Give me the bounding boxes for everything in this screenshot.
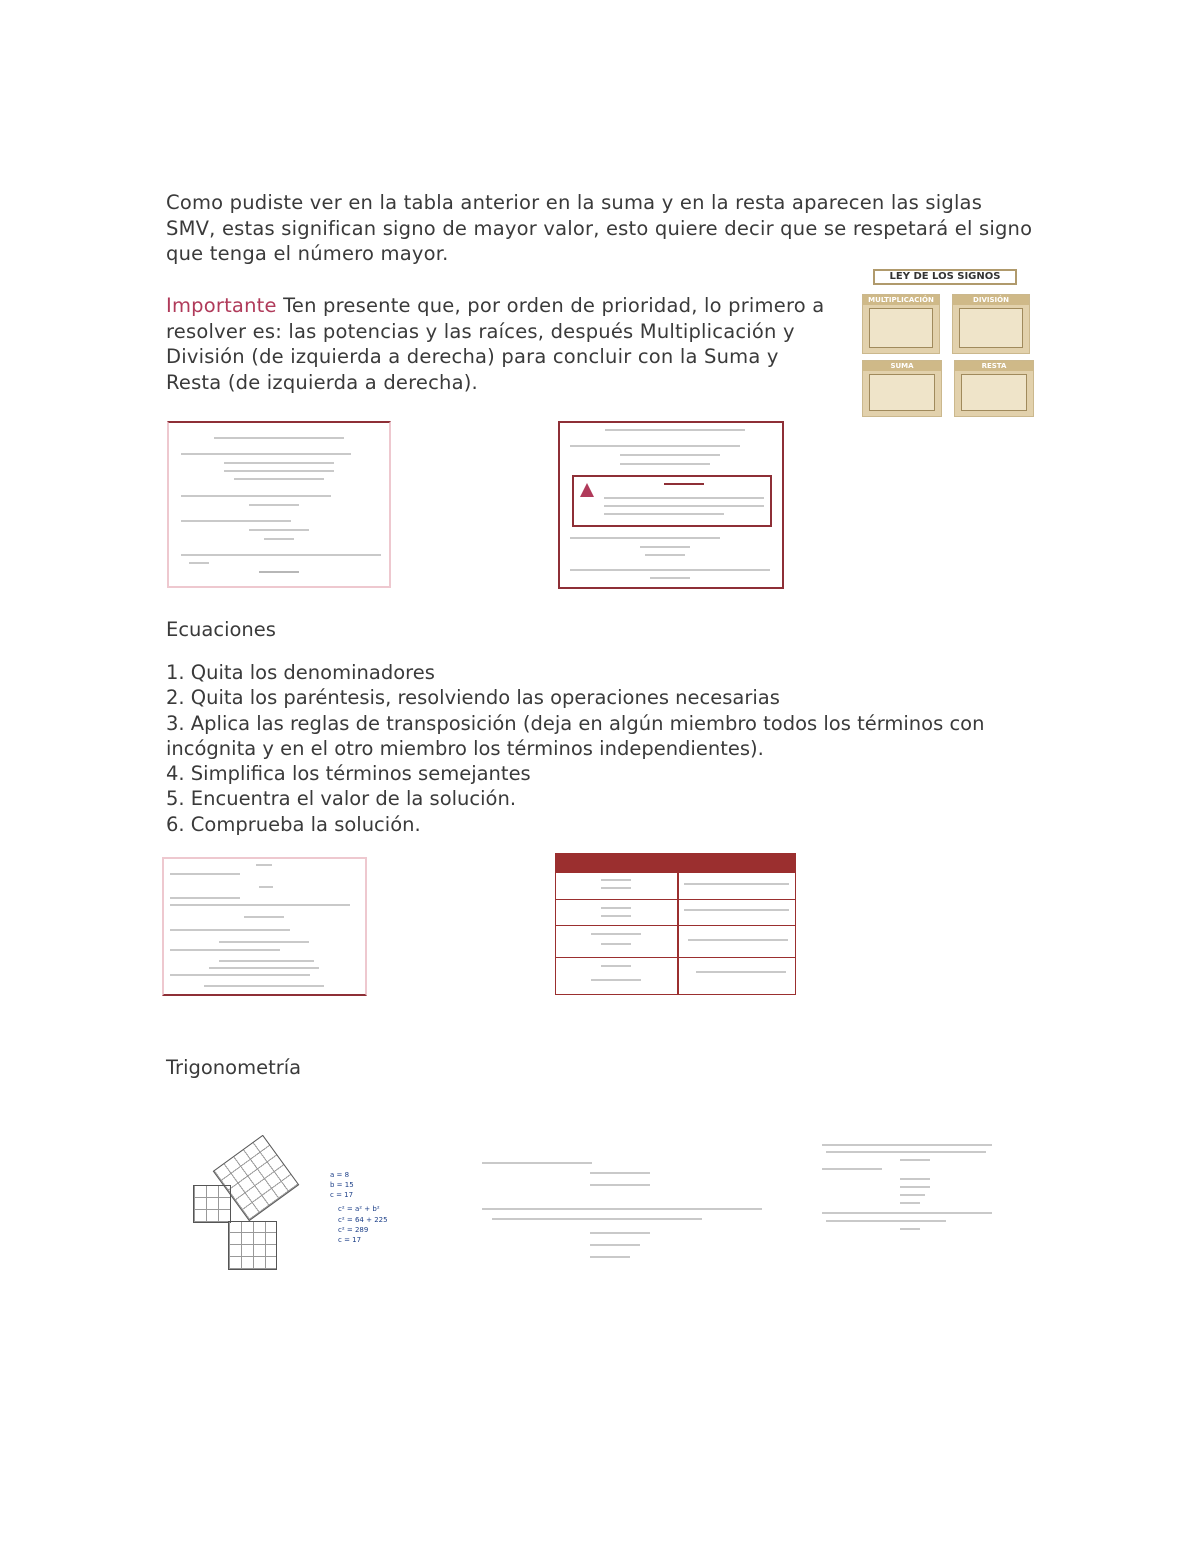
ley-signos-title: LEY DE LOS SIGNOS bbox=[873, 269, 1017, 285]
list-item: 6. Comprueba la solución. bbox=[166, 812, 421, 836]
ley-suma-box bbox=[862, 360, 942, 417]
importante-text: Ten presente que, por orden de prioridad, lo primero a resolver es: las potencias y las raíces, después Multiplicación y División (de izquierda a derecha) para concluir con la Suma y Resta (de izquierda a derecha). bbox=[166, 294, 825, 394]
list-item: 4. Simplifica los términos semejantes bbox=[166, 762, 531, 786]
list-item: 3. Aplica las reglas de transposición (deja en algún miembro todos los términos con incógnita y en el otro miembro los términos independientes). bbox=[166, 711, 985, 760]
pythagoras-diagram-image: a = 8 b = 15 c = 17 c² = a² + b² c² = 64 + 225 c² = 289 c = 17 bbox=[190, 1135, 400, 1275]
intro-paragraph: Como pudiste ver en la tabla anterior en la suma y en la resta aparecen las siglas SMV, estas significan signo de mayor valor, esto quiere decir que se respetará el signo que tenga el número mayor. bbox=[166, 191, 1033, 265]
ley-resta-label: RESTA bbox=[955, 361, 1033, 371]
ecuaciones-steps-list bbox=[166, 660, 1066, 837]
importante-paragraph bbox=[166, 293, 826, 395]
ley-multiplicacion-label: MULTIPLICACIÓN bbox=[863, 295, 939, 305]
ecuaciones-table-image bbox=[555, 853, 796, 995]
trig-example-image-1 bbox=[480, 1158, 765, 1264]
ley-multiplicacion-box bbox=[862, 294, 940, 354]
ecuaciones-heading: Ecuaciones bbox=[166, 618, 276, 641]
ley-division-label: DIVISIÓN bbox=[953, 295, 1029, 305]
trigonometria-heading: Trigonometría bbox=[166, 1056, 302, 1079]
ley-division-box bbox=[952, 294, 1030, 354]
ecuaciones-example-image bbox=[162, 857, 367, 996]
importante-label: Importante bbox=[166, 294, 277, 317]
list-item: 5. Encuentra el valor de la solución. bbox=[166, 787, 517, 811]
jerarquia-example-image-1 bbox=[167, 421, 391, 588]
trig-example-image-2 bbox=[820, 1140, 995, 1234]
ley-resta-box bbox=[954, 360, 1034, 417]
list-item: 1. Quita los denominadores bbox=[166, 661, 435, 684]
ley-suma-label: SUMA bbox=[863, 361, 941, 371]
jerarquia-example-image-2 bbox=[558, 421, 784, 589]
list-item: 2. Quita los paréntesis, resolviendo las operaciones necesarias bbox=[166, 686, 780, 710]
